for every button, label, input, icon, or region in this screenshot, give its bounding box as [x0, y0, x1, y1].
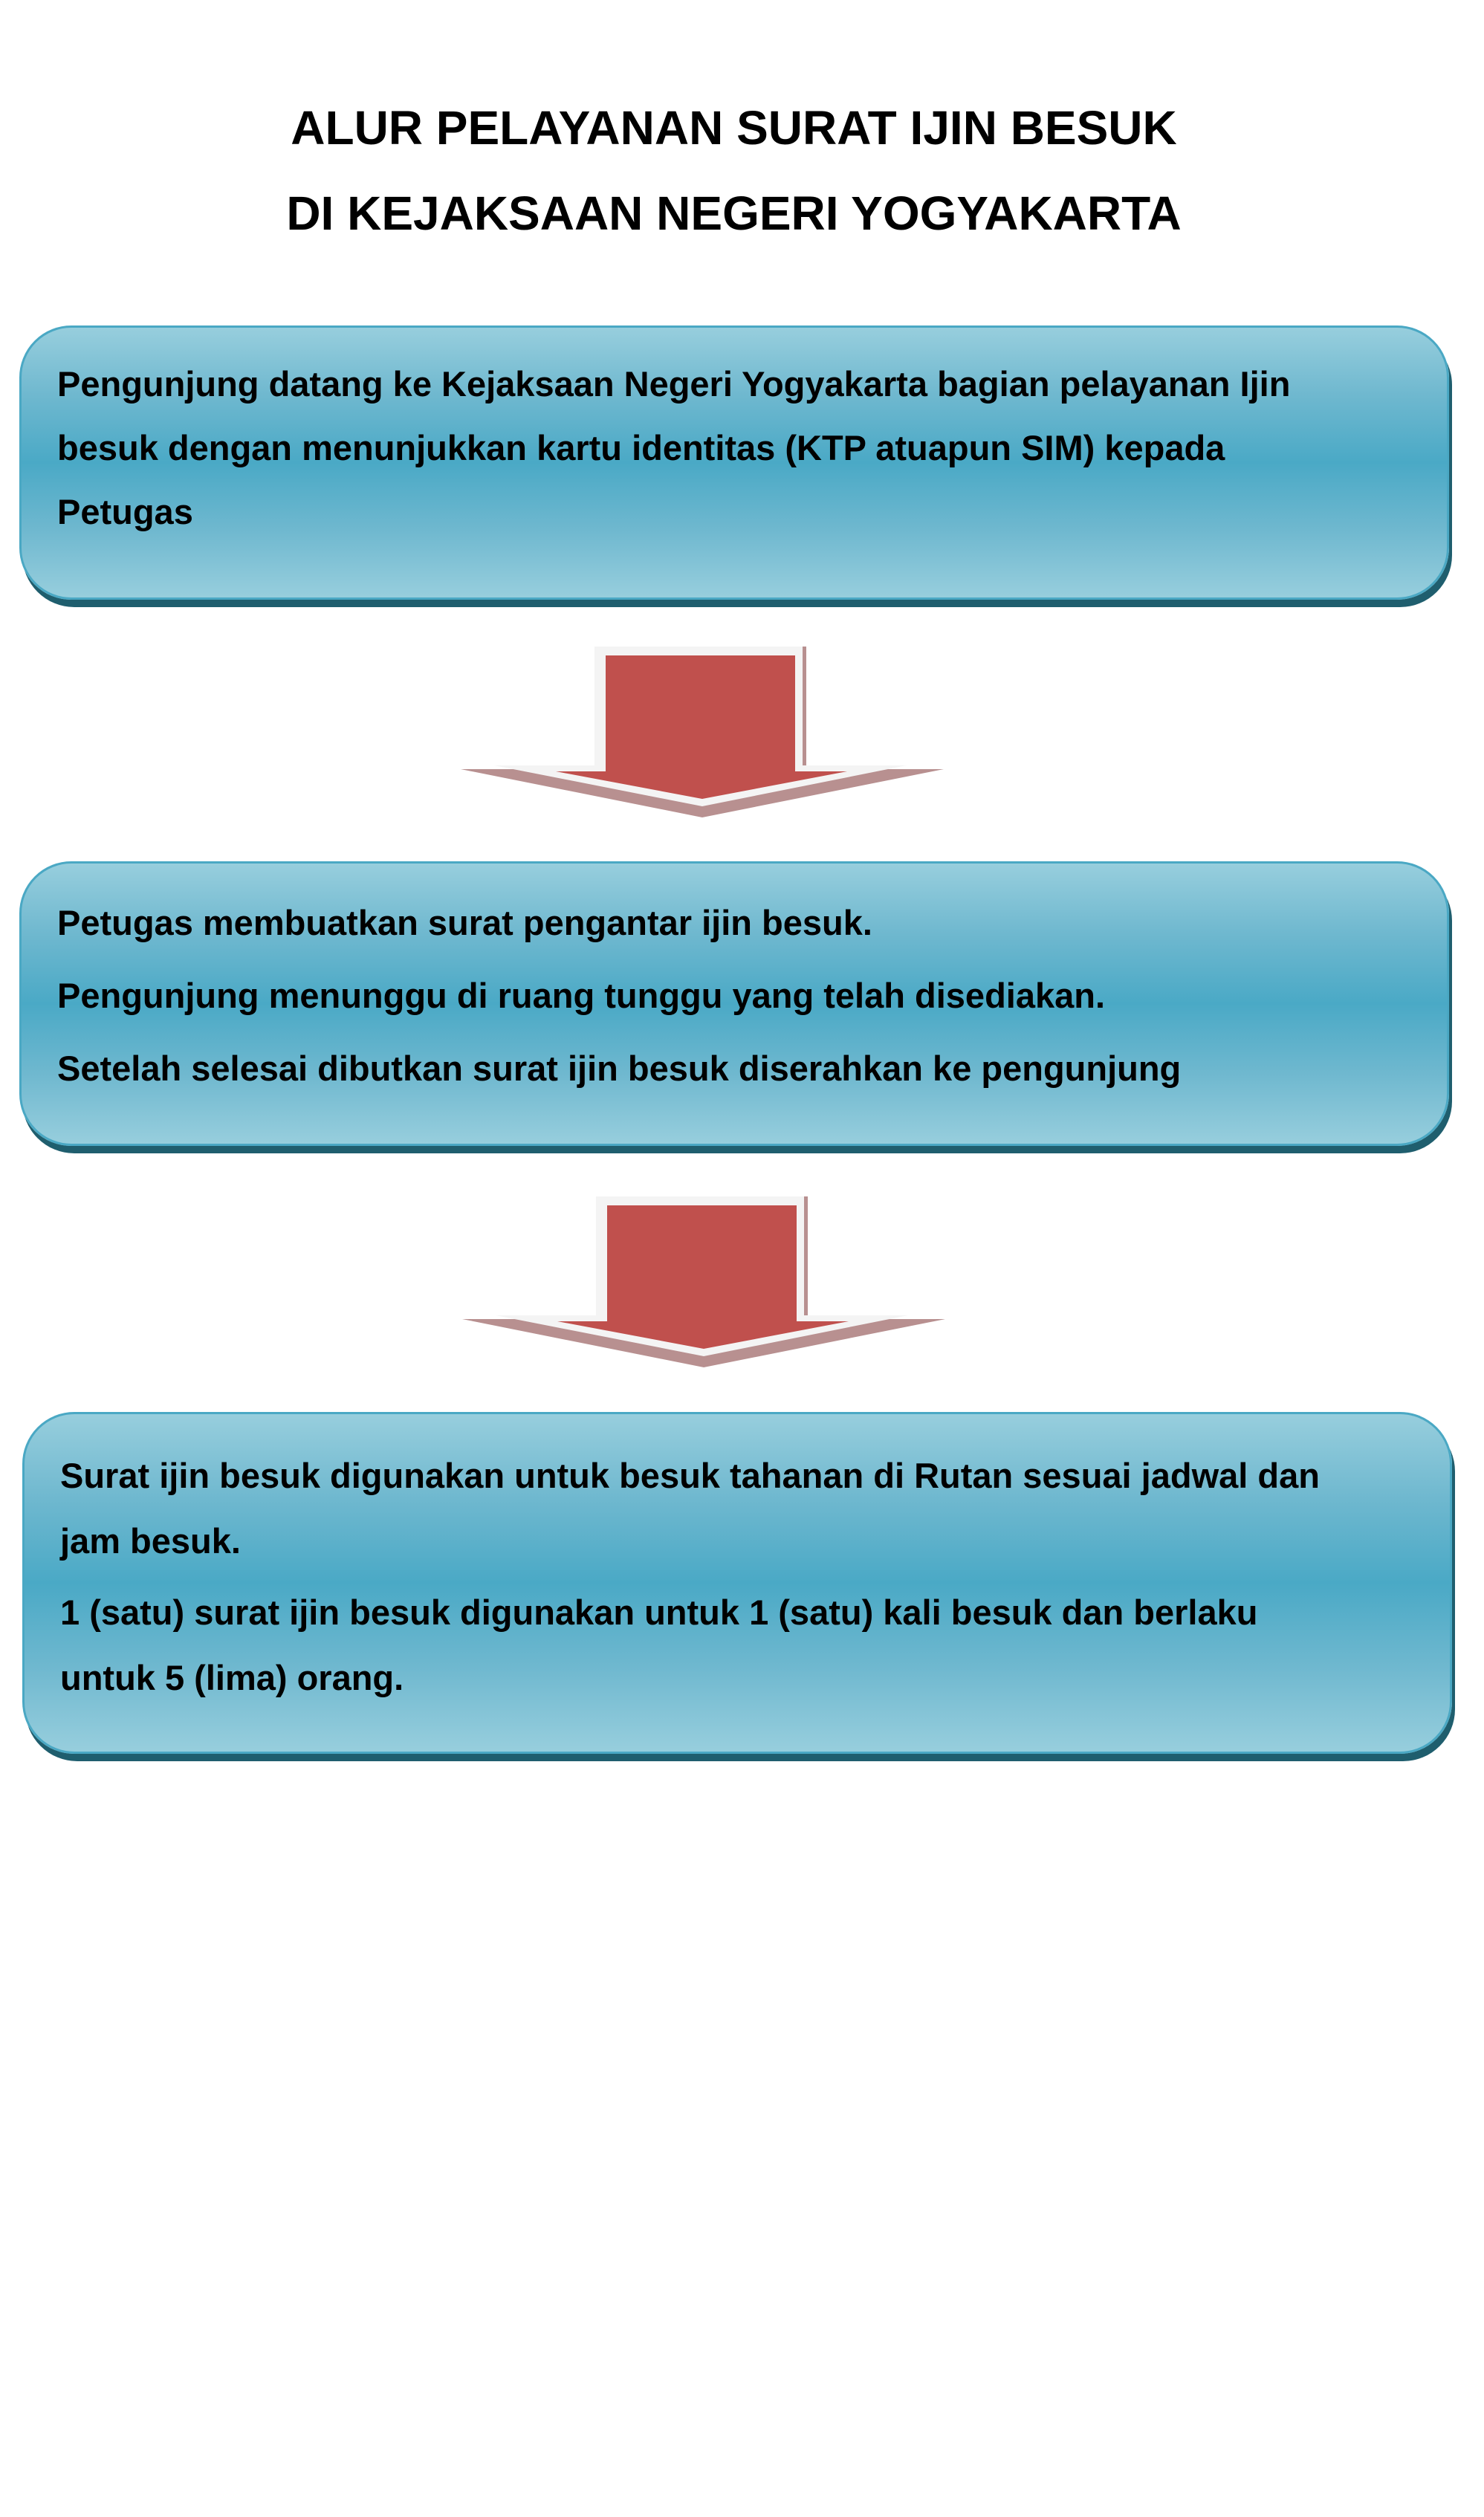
step-2-text: Petugas membuatkan surat pengantar ijin besuk.	[57, 903, 872, 942]
step-3-text: untuk 5 (lima) orang.	[60, 1658, 404, 1697]
step-3-box	[22, 1412, 1452, 1754]
step-2-box	[19, 861, 1449, 1146]
step-1-text: Pengunjung datang ke Kejaksaan Negeri Yogyakarta bagian pelayanan Ijin	[57, 364, 1291, 404]
step-1-text: Petugas	[57, 492, 193, 531]
step-1-text: besuk dengan menunjukkan kartu identitas (KTP atuapun SIM) kepada	[57, 428, 1225, 467]
step-2-text: Pengunjung menunggu di ruang tunggu yang telah disediakan.	[57, 976, 1106, 1015]
step-3-text: 1 (satu) surat ijin besuk digunakan untuk 1 (satu) kali besuk dan berlaku	[60, 1593, 1258, 1632]
page-title-line-2: DI KEJAKSAAN NEGERI YOGYAKARTA	[286, 187, 1182, 240]
step-1-box	[19, 325, 1449, 600]
down-arrow-icon	[461, 647, 944, 817]
step-3-text: Surat ijin besuk digunakan untuk besuk tahanan di Rutan sesuai jadwal dan	[60, 1456, 1320, 1495]
down-arrow-icon	[462, 1196, 945, 1367]
step-2-text: Setelah selesai dibutkan surat ijin besuk diserahkan ke pengunjung	[57, 1049, 1182, 1088]
step-3-text: jam besuk.	[60, 1521, 241, 1561]
page-title-line-1: ALUR PELAYANAN SURAT IJIN BESUK	[291, 101, 1177, 155]
